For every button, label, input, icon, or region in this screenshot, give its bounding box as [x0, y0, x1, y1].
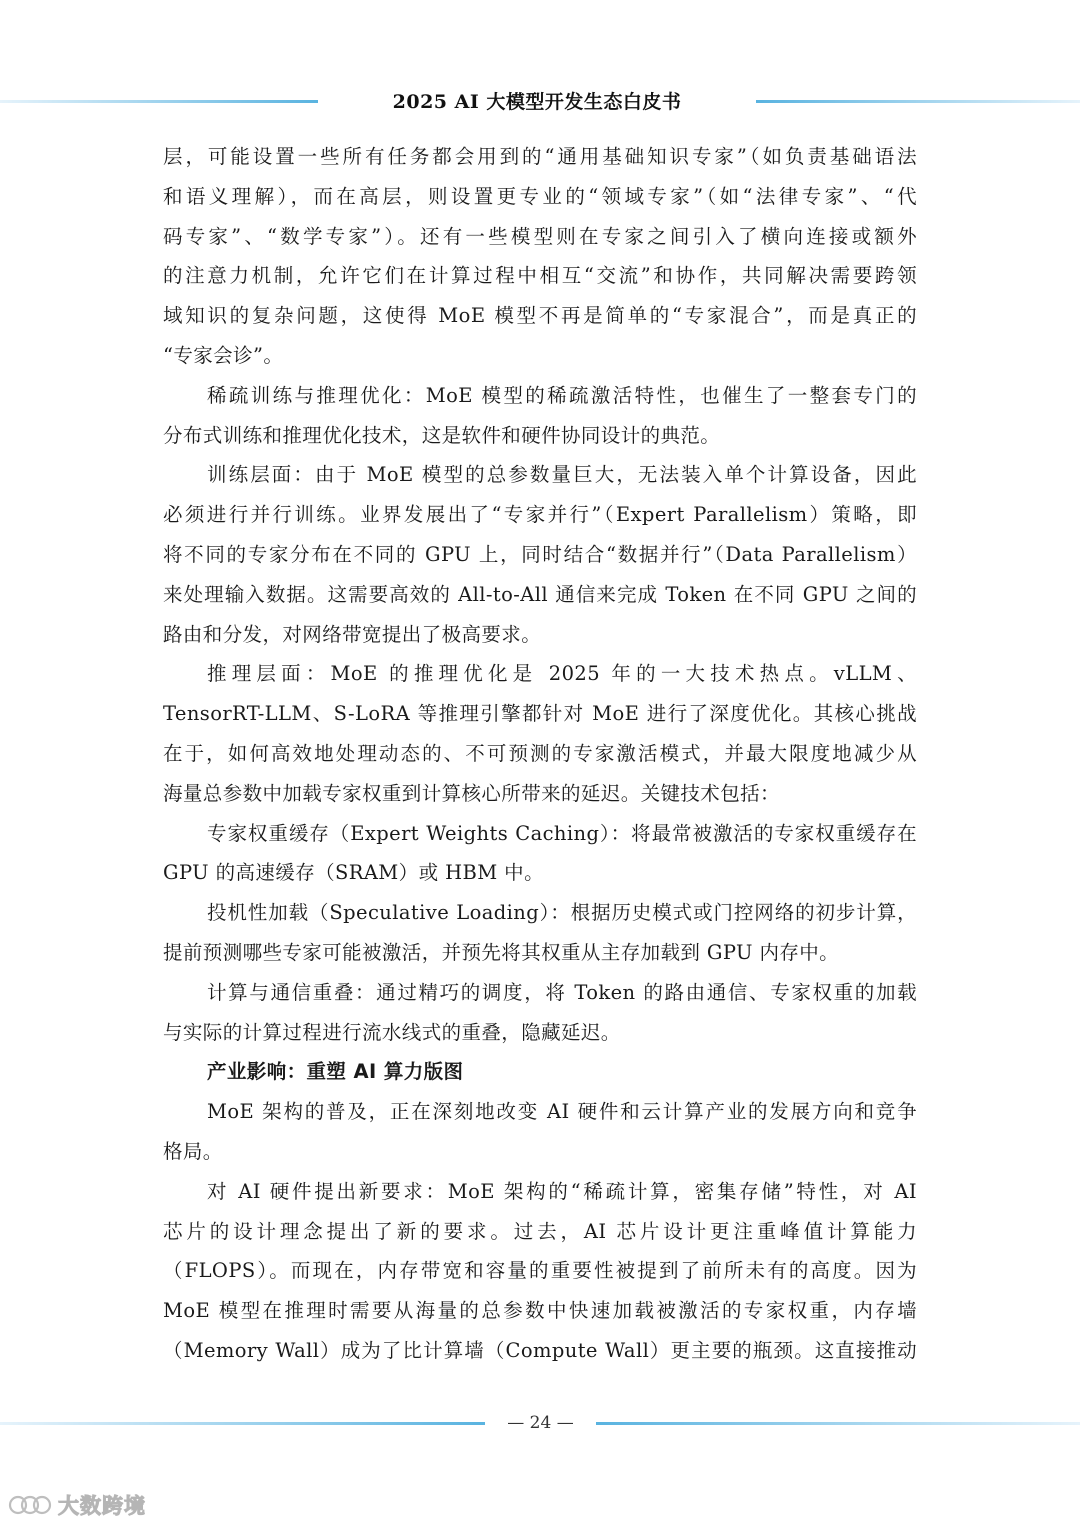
body-line: 和语义理解），而在高层，则设置更专业的“领域专家”（如“法律专家”、“代	[163, 184, 917, 208]
page-number: — 24 —	[507, 1413, 574, 1433]
body-line: GPU 的高速缓存（SRAM）或 HBM 中。	[163, 861, 544, 885]
body-line: 对 AI 硬件提出新要求：MoE 架构的“稀疏计算，密集存储”特性，对 AI	[207, 1179, 917, 1203]
body-text	[163, 137, 917, 1371]
body-line: 与实际的计算过程进行流水线式的重叠，隐藏延迟。	[163, 1020, 621, 1044]
watermark-text: 大数跨境	[58, 1494, 146, 1518]
body-line: （FLOPS）。而现在，内存带宽和容量的重要性被提到了前所未有的高度。因为	[163, 1259, 917, 1283]
body-line: 域知识的复杂问题，这使得 MoE 模型不再是简单的“专家混合”，而是真正的	[163, 304, 917, 328]
body-line: 专家权重缓存（Expert Weights Caching）：将最常被激活的专家权重缓存在	[207, 821, 917, 845]
body-line: 码专家”、“数学专家”）。还有一些模型则在专家之间引入了横向连接或额外	[163, 224, 917, 248]
footer-rule-left	[0, 1422, 485, 1425]
body-line: 训练层面：由于 MoE 模型的总参数量巨大，无法装入单个计算设备，因此	[207, 463, 917, 487]
body-line: TensorRT-LLM、S-LoRA 等推理引擎都针对 MoE 进行了深度优化。其核心挑战	[163, 702, 917, 726]
body-line: 将不同的专家分布在不同的 GPU 上，同时结合“数据并行”（Data Parallelism）	[163, 542, 917, 566]
body-line: 层，可能设置一些所有任务都会用到的“通用基础知识专家”（如负责基础语法	[163, 145, 917, 168]
body-line: 格局。	[163, 1139, 223, 1163]
body-line: 计算与通信重叠：通过精巧的调度，将 Token 的路由通信、专家权重的加载	[207, 980, 917, 1004]
body-line: 海量总参数中加载专家权重到计算核心所带来的延迟。关键技术包括：	[163, 781, 780, 805]
body-line: （Memory Wall）成为了比计算墙（Compute Wall）更主要的瓶颈。这直接推动	[163, 1338, 917, 1362]
body-line: 的注意力机制，允许它们在计算过程中相互“交流”和协作，共同解决需要跨领	[163, 264, 917, 288]
body-line: 在于，如何高效地处理动态的、不可预测的专家激活模式，并最大限度地减少从	[163, 741, 917, 765]
body-line: 投机性加载（Speculative Loading）：根据历史模式或门控网络的初步计算，	[207, 901, 917, 925]
body-line: “专家会诊”。	[163, 343, 284, 367]
footer-rule-right	[596, 1422, 1080, 1425]
section-heading: 产业影响：重塑 AI 算力版图	[207, 1060, 464, 1084]
body-line: 提前预测哪些专家可能被激活，并预先将其权重从主存加载到 GPU 内存中。	[163, 940, 840, 964]
body-line: MoE 架构的普及，正在深刻地改变 AI 硬件和云计算产业的发展方向和竞争	[207, 1100, 917, 1124]
body-line: 必须进行并行训练。业界发展出了“专家并行”（Expert Parallelism）策略，即	[163, 503, 917, 527]
body-line: 推理层面：MoE 的推理优化是 2025 年的一大技术热点。vLLM、	[207, 662, 917, 686]
watermark	[8, 1490, 146, 1520]
header-rule-left	[0, 100, 318, 103]
body-line: 稀疏训练与推理优化：MoE 模型的稀疏激活特性，也催生了一整套专门的	[207, 383, 917, 407]
header-rule-right	[756, 100, 1080, 103]
brand-logo-icon	[8, 1492, 52, 1518]
body-line: 来处理输入数据。这需要高效的 All-to-All 通信来完成 Token 在不同 GPU 之间的	[163, 582, 917, 606]
page-header-title: 2025 AI 大模型开发生态白皮书	[392, 91, 682, 113]
body-line: 路由和分发，对网络带宽提出了极高要求。	[163, 622, 542, 646]
body-line: MoE 模型在推理时需要从海量的总参数中快速加载被激活的专家权重，内存墙	[163, 1299, 917, 1323]
body-line: 芯片的设计理念提出了新的要求。过去，AI 芯片设计更注重峰值计算能力	[163, 1219, 917, 1243]
body-line: 分布式训练和推理优化技术，这是软件和硬件协同设计的典范。	[163, 423, 721, 447]
